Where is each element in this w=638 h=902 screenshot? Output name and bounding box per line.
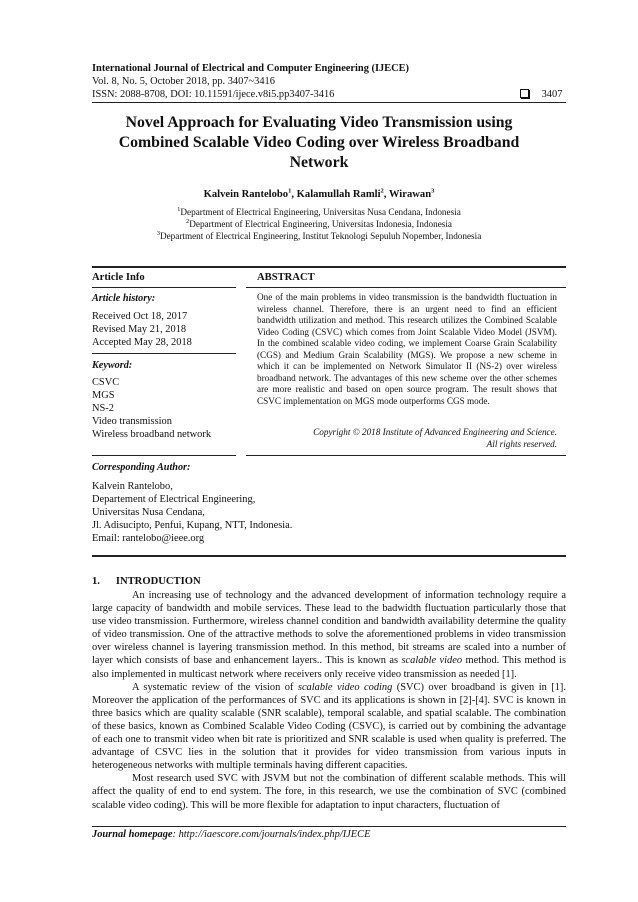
article-info-heading: Article Info (92, 272, 145, 283)
journal-name: International Journal of Electrical and Computer Engineering (IJECE) (92, 63, 410, 74)
affiliation-list (60, 206, 578, 242)
abstract-heading: ABSTRACT (257, 272, 315, 283)
journal-issn: ISSN: 2088-8708, DOI: 10.11591/ijece.v8i5.pp3407-3416 (92, 89, 335, 100)
corresponding-line: Universitas Nusa Cendana, (92, 507, 205, 519)
history-heading: Article history: (92, 293, 156, 304)
corresponding-line: Departement of Electrical Engineering, (92, 494, 256, 506)
title-line: Novel Approach for Evaluating Video Transmission using (125, 114, 513, 131)
title-line: Network (289, 153, 349, 171)
box-bottom-rule (92, 555, 566, 557)
author-name: Wirawan (388, 189, 432, 200)
corresponding-line: Email: rantelobo@ieee.org (92, 533, 205, 545)
box-icon (520, 89, 529, 98)
keyword: CSVC (92, 377, 120, 388)
keyword: Video transmission (92, 416, 172, 428)
author-name: Kalamullah Ramli (296, 189, 381, 200)
history-list (92, 310, 192, 349)
paragraph-text: method. This method is also implemented in multicast network where receivers only receive video transmission as needed [1]. (92, 655, 566, 680)
affiliation: $^2$Department of Electrical Engineering, Universitas Indonesia, Indonesia (185, 217, 453, 229)
page-number: 3407 (541, 89, 563, 100)
body-paragraph (92, 772, 566, 811)
journal-homepage: Journal homepage: http://iaescore.com/journals/index.php/IJECE (92, 829, 371, 840)
copyright-notice: Copyright © 2018 Institute of Advanced Engineering and Science. All rights reserved. (313, 427, 557, 449)
header-rule (92, 102, 566, 103)
keyword-list (92, 376, 211, 441)
keyword-rule (92, 455, 236, 456)
author-name: Kalvein Rantelobo (203, 189, 289, 200)
history-item: Accepted May 28, 2018 (92, 337, 192, 349)
body-paragraph (92, 681, 566, 773)
journal-volume: Vol. 8, No. 5, October 2018, pp. 3407~3416 (92, 76, 275, 87)
title-line: Combined Scalable Video Coding over Wireless Broadband (118, 133, 520, 151)
history-item: Revised May 21, 2018 (92, 324, 187, 336)
section-heading: 1. INTRODUCTION (92, 576, 201, 587)
author-list: Kalvein Rantelobo$^1$, Kalamullah Ramli$^2$, Wirawan$^3$ (203, 187, 435, 200)
corresponding-details (92, 480, 292, 545)
affiliation: $^1$Department of Electrical Engineering, Universitas Nusa Cendana, Indonesia (177, 205, 461, 217)
history-item: Received Oct 18, 2017 (92, 311, 188, 322)
abstract-head-rule (246, 287, 566, 288)
corresponding-heading: Corresponding Author: (92, 462, 191, 473)
page-number-box (520, 88, 562, 101)
history-rule (92, 353, 236, 354)
abstract-text: One of the main problems in video transmission is the bandwidth fluctuation in wireless channel. Therefore, there is an urgent need to find an efficient bandwidth utilization and method. This research utilizes the Combined Scalable Video Coding (CSVC) which comes from Joint Scalable Video Model (JSVM). In the combined scalable video coding, we implement Coarse Grain Scalability (CGS) and Medium Grain Scalability (MGS). We propose a new scheme in which it can be implemented on Network Simulator II (NS-2) over wireless broadband network. The advantages of this new scheme over the other schemes are more realistic and based on open source program. The result shows that CSVC implementation on MGS mode outperforms CGS mode. (257, 292, 557, 406)
italic-term: scalable video coding (297, 681, 393, 693)
affiliation: $^3$Department of Electrical Engineering, Institut Teknologi Sepuluh Nopember, Indonesia (156, 229, 482, 241)
paragraph-text: Most research used SVC with JSVM but not the combination of different scalable methods. This will affect the quality of end to end system. The fore, in this research, we use the combination of SVC (combined scalable video coding). This will be more flexible for adaptation to input characters, fluctuation of (92, 773, 566, 811)
paper-title (60, 113, 578, 172)
paragraph-text: An increasing use of technology and the advanced development of information technology require a large capacity of bandwidth and mobile services. These lead to the badwidth fluctuation particularly those that use video transmission. Furthermore, wireless channel condition and bandwidth availability determine the quality of video transmission. One of the attractive methods to solve the aforementioned problems in video transmission over wireless channel is layering transmission method. In this method, bit streams are scaled into a number of layer which consists of base and enhancement layers.. This is known as (92, 590, 566, 667)
paragraph-text: (SVC) over broadband is given in [1]. Moreover the application of the performances of SVC and its applications is shown in [2]-[4]. SVC is known in three basics which are quality scalable (SNR scalable), temporal scalable, and spatial scalable. The combination of these basics, known as Combined Scalable Video Coding (CSVC), is carried out by combining the advantage of each one to transmit video when bit rate is prioritized and SNR scalable is used when quality is preferred. The advantage of CSVC lies in the solution that it provides for video transmission from various inputs in heterogeneous networks with multiple terminals having different capacities. (92, 681, 566, 772)
paragraph-text: A systematic review of the vision of (132, 681, 298, 693)
corresponding-line: Jl. Adisucipto, Penfui, Kupang, NTT, Indonesia. (92, 520, 293, 532)
footer-rule (92, 826, 566, 827)
abstract-bottom-rule (246, 455, 566, 456)
homepage-url[interactable]: : http://iaescore.com/journals/index.php/IJECE (172, 829, 371, 840)
keyword-heading: Keyword: (92, 360, 133, 371)
box-top-rule (92, 266, 566, 268)
info-head-rule (92, 287, 236, 288)
corresponding-line: Kalvein Rantelobo, (92, 481, 173, 492)
keyword: MGS (92, 390, 115, 402)
keyword: NS-2 (92, 403, 114, 415)
body-paragraph (92, 589, 566, 681)
keyword: Wireless broadband network (92, 429, 212, 441)
italic-term: scalable video (401, 655, 463, 667)
introduction-body (92, 589, 566, 812)
